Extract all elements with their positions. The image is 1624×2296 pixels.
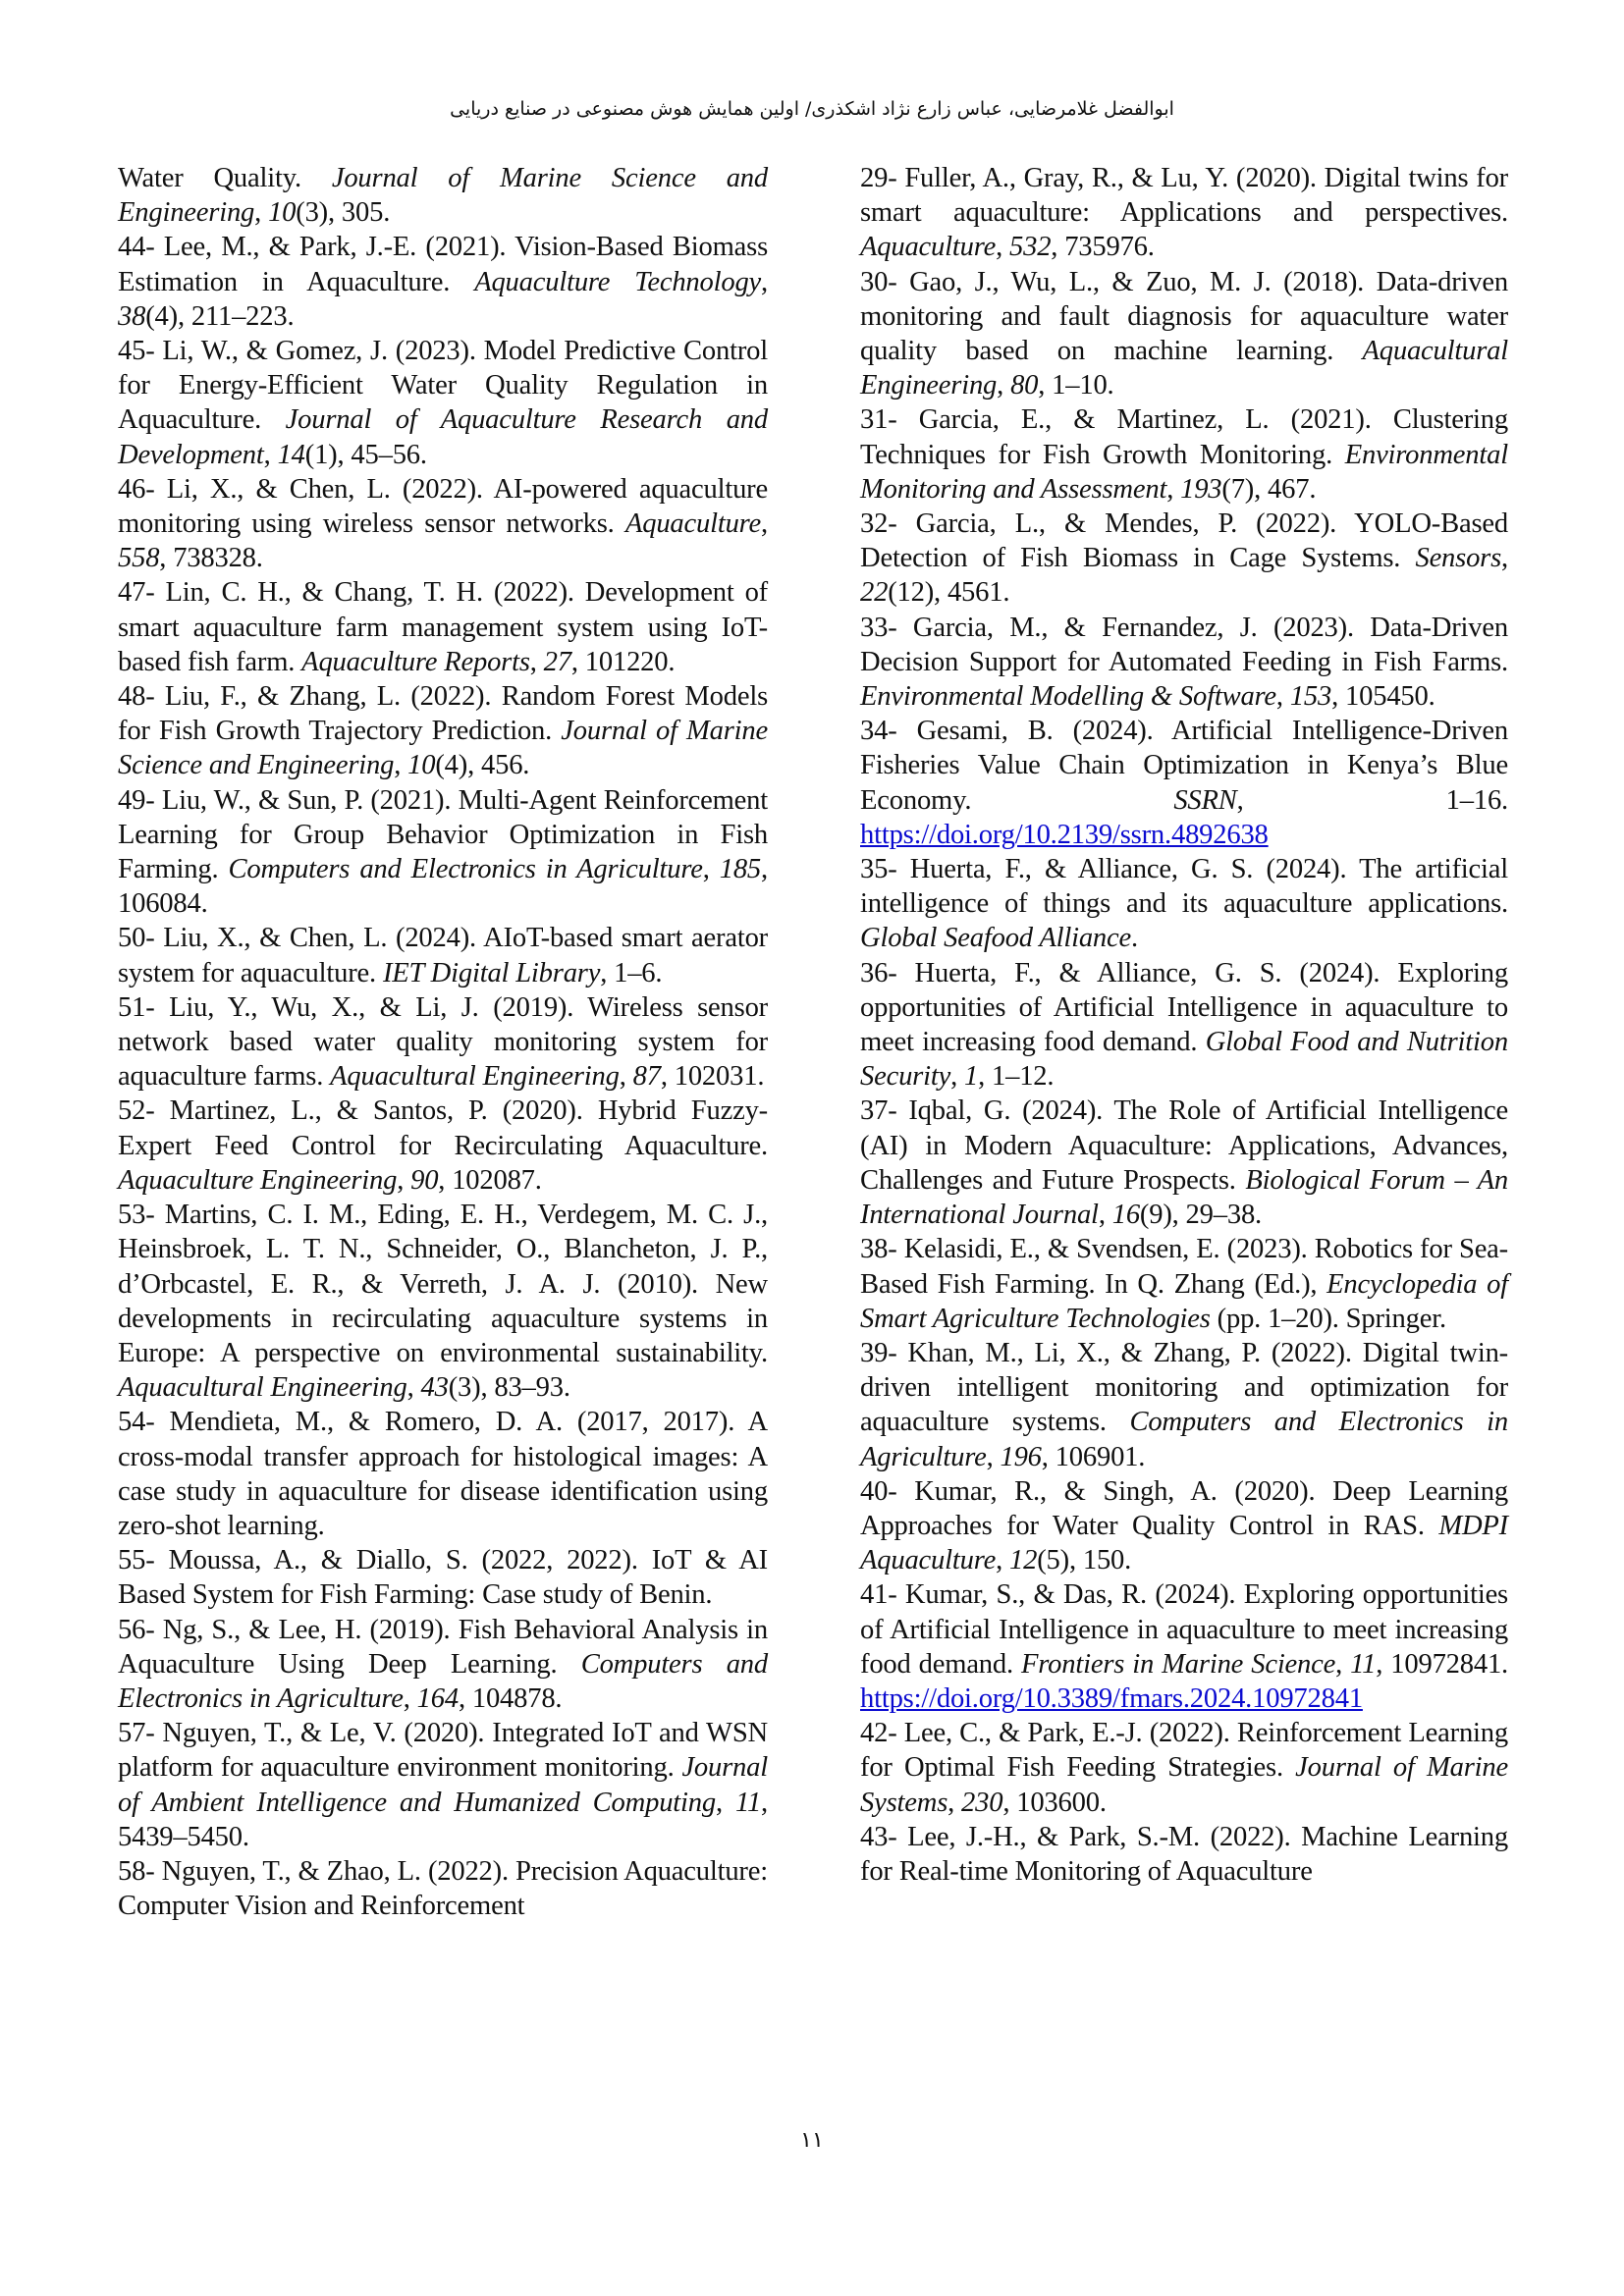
reference-text: 56- Ng, S., & Lee, H. (2019). Fish Behavioral Analysis in Aquaculture Using Deep Learning. — [118, 1614, 768, 1680]
reference-italic: Biological Forum – An International Journal — [860, 1164, 1509, 1231]
reference-italic: Journal of Marine Systems — [860, 1752, 1508, 1818]
reference-entry — [860, 1474, 1508, 1578]
reference-italic: 11 — [734, 1787, 762, 1818]
reference-text: (7), 467. — [1221, 473, 1317, 505]
reference-italic: 193 — [1180, 473, 1222, 505]
reference-text: , — [996, 1545, 1009, 1576]
reference-text: 54- Mendieta, M., & Romero, D. A. (2017, 2017). A cross-modal transfer approach for histological images: A case study in aquaculture for disease identification using zero-shot learning. — [118, 1407, 768, 1541]
reference-italic: Global Seafood Alliance — [860, 923, 1132, 954]
reference-entry — [860, 1336, 1508, 1474]
reference-italic: 11 — [1350, 1648, 1377, 1680]
reference-entry — [118, 472, 768, 576]
doi-link[interactable]: https://doi.org/10.2139/ssrn.4892638 — [860, 819, 1269, 850]
reference-text: 33- Garcia, M., & Fernandez, J. (2023). Data-Driven Decision Support for Automated Feeding in Fish Farms. — [860, 612, 1508, 677]
reference-entry — [118, 334, 768, 472]
reference-text: (9), 29–38. — [1139, 1200, 1262, 1231]
reference-text: , 1–12. — [978, 1061, 1055, 1093]
reference-text: , 5439–5450. — [118, 1787, 768, 1852]
reference-text: (4), 456. — [435, 750, 530, 781]
reference-text: , — [950, 1061, 964, 1093]
reference-text: , — [406, 1372, 421, 1404]
references-left-column — [118, 161, 768, 1923]
reference-entry — [860, 1820, 1508, 1889]
reference-text: 37- Iqbal, G. (2024). The Role of Artificial Intelligence (AI) in Modern Aquaculture: Applications, Advances, Challenges and Future Prospects. — [860, 1095, 1508, 1196]
reference-text: 41- Kumar, S., & Das, R. (2024). Exploring opportunities of Artificial Intelligence in aquaculture to meet increasing food demand. — [860, 1579, 1508, 1680]
reference-italic: 80 — [1010, 370, 1039, 401]
reference-text: 34- Gesami, B. (2024). Artificial Intelligence-Driven Fisheries Value Chain Optimization in Kenya’s Blue Economy. — [860, 716, 1508, 816]
running-header: ابوالفضل غلامرضایی، عباس زارع نژاد اشکذری/ اولین همایش هوش مصنوعی در صنایع دریایی — [450, 98, 1174, 120]
reference-entry — [118, 783, 768, 922]
reference-entry — [860, 265, 1508, 403]
reference-text: (3), 83–93. — [448, 1372, 570, 1404]
reference-entry — [118, 161, 768, 230]
reference-italic: Aquacultural Engineering — [860, 336, 1508, 401]
reference-italic: Frontiers in Marine Science — [1021, 1648, 1336, 1680]
reference-italic: Aquaculture Reports — [301, 646, 530, 677]
reference-text: , 101220. — [570, 646, 676, 677]
reference-text: 51- Liu, Y., Wu, X., & Li, J. (2019). Wireless sensor network based water quality monitoring system for aquaculture farms. — [118, 991, 768, 1093]
reference-text: , — [761, 266, 768, 297]
reference-text: 42- Lee, C., & Park, E.-J. (2022). Reinforcement Learning for Optimal Fish Feeding Strategies. — [860, 1718, 1508, 1784]
reference-italic: 87 — [632, 1061, 661, 1093]
reference-italic: Aquaculture — [624, 508, 762, 540]
reference-text: , 1–16. — [1236, 784, 1508, 816]
reference-text: , — [394, 750, 408, 781]
reference-italic: 558 — [118, 543, 160, 574]
reference-text: 58- Nguyen, T., & Zhao, L. (2022). Precision Aquaculture: Computer Vision and Reinforcement — [118, 1855, 768, 1922]
reference-entry — [860, 1094, 1508, 1232]
reference-italic: Computers and Electronics in Agriculture — [228, 854, 703, 885]
reference-italic: Computers and Electronics in Agriculture — [118, 1648, 768, 1714]
reference-text: , 735976. — [1051, 232, 1155, 263]
reference-text: 47- Lin, C. H., & Chang, T. H. (2022). Development of smart aquaculture farm management system using IoT-based fish farm. — [118, 577, 768, 677]
reference-text: 43- Lee, J.-H., & Park, S.-M. (2022). Machine Learning for Real-time Monitoring of Aquaculture — [860, 1821, 1508, 1887]
reference-italic: Journal of Ambient Intelligence and Humanized Computing — [118, 1752, 768, 1818]
reference-italic: IET Digital Library — [382, 957, 601, 988]
reference-text: , — [702, 854, 720, 885]
reference-text: 35- Huerta, F., & Alliance, G. S. (2024). The artificial intelligence of things and its aquaculture applications. — [860, 854, 1508, 920]
reference-italic: Aquaculture Technology — [474, 266, 762, 297]
reference-entry — [860, 611, 1508, 715]
reference-text: , 102031. — [660, 1061, 765, 1093]
reference-italic: 153 — [1289, 681, 1332, 713]
reference-italic: 12 — [1009, 1545, 1038, 1576]
reference-italic: 16 — [1111, 1200, 1140, 1231]
reference-text: , — [263, 439, 278, 470]
reference-text: , — [1166, 473, 1181, 505]
reference-text: , — [397, 1164, 411, 1196]
reference-text: , — [254, 197, 269, 229]
reference-text: 50- Liu, X., & Chen, L. (2024). AIoT-based smart aerator system for aquaculture. — [118, 923, 768, 988]
reference-text: , — [619, 1061, 633, 1093]
reference-entry — [860, 161, 1508, 265]
reference-entry — [118, 990, 768, 1095]
reference-entry — [860, 852, 1508, 956]
reference-italic: 90 — [410, 1164, 439, 1196]
reference-italic: SSRN — [1173, 784, 1237, 816]
reference-entry — [860, 1716, 1508, 1820]
reference-entry — [860, 714, 1508, 852]
reference-italic: Journal of Marine Science and Engineering — [118, 716, 769, 781]
reference-text: (pp. 1–20). Springer. — [1210, 1303, 1446, 1334]
reference-text: , 105450. — [1331, 681, 1435, 713]
reference-entry — [118, 1854, 768, 1923]
reference-text: , 10972841. — [1376, 1648, 1508, 1680]
reference-text: , — [529, 646, 544, 677]
reference-italic: Journal of Aquaculture Research and Development — [118, 404, 768, 470]
reference-text: , — [1275, 681, 1290, 713]
reference-text: 29- Fuller, A., Gray, R., & Lu, Y. (2020). Digital twins for smart aquaculture: Applications and perspectives. — [860, 163, 1508, 229]
reference-italic: Aquaculture — [860, 232, 997, 263]
reference-italic: Sensors — [1415, 543, 1502, 574]
reference-text: 30- Gao, J., Wu, L., & Zuo, M. J. (2018). Data-driven monitoring and fault diagnosis for aquaculture water quality based on machine learning. — [860, 266, 1508, 367]
reference-text: 31- Garcia, E., & Martinez, L. (2021). Clustering Techniques for Fish Growth Monitoring. — [860, 404, 1508, 470]
reference-text: 44- Lee, M., & Park, J.-E. (2021). Vision-Based Biomass Estimation in Aquaculture. — [118, 232, 768, 297]
doi-link[interactable]: https://doi.org/10.3389/fmars.2024.10972841 — [860, 1682, 1363, 1714]
reference-text: , — [1501, 543, 1508, 574]
reference-text: (4), 211–223. — [145, 300, 295, 332]
references-right-column — [860, 161, 1508, 1889]
reference-entry — [118, 1198, 768, 1405]
reference-entry — [860, 1232, 1508, 1336]
reference-text: 46- Li, X., & Chen, L. (2022). AI-powered aquaculture monitoring using wireless sensor networks. — [118, 473, 768, 540]
reference-entry — [118, 1613, 768, 1717]
reference-text: 48- Liu, F., & Zhang, L. (2022). Random Forest Models for Fish Growth Trajectory Prediction. — [118, 681, 768, 747]
reference-entry — [118, 1543, 768, 1612]
reference-entry — [118, 1094, 768, 1198]
reference-italic: MDPI Aquaculture — [860, 1510, 1508, 1576]
reference-italic: Computers and Electronics in Agriculture — [860, 1407, 1509, 1472]
reference-italic: Global Food and Nutrition Security — [860, 1027, 1508, 1093]
reference-text: , 1–10. — [1038, 370, 1114, 401]
page-number: ۱۱ — [800, 2128, 824, 2153]
reference-italic: Encyclopedia of Smart Agriculture Technologies — [860, 1268, 1508, 1334]
reference-text: , 104878. — [458, 1682, 563, 1714]
reference-italic: 10 — [407, 750, 436, 781]
reference-text: 45- Li, W., & Gomez, J. (2023). Model Predictive Control for Energy-Efficient Water Quality Regulation in Aquaculture. — [118, 336, 768, 436]
reference-text: (12), 4561. — [888, 577, 1010, 609]
reference-entry — [860, 956, 1508, 1095]
reference-italic: 230 — [961, 1787, 1003, 1818]
reference-text: 38- Kelasidi, E., & Svendsen, E. (2023). Robotics for Sea-Based Fish Farming. In Q. Zhang (Ed.), — [860, 1234, 1508, 1300]
reference-entry — [118, 1405, 768, 1543]
reference-text: 57- Nguyen, T., & Le, V. (2020). Integrated IoT and WSN platform for aquaculture environment monitoring. — [118, 1718, 768, 1784]
reference-text: , — [1098, 1200, 1112, 1231]
reference-text: 53- Martins, C. I. M., Eding, E. H., Verdegem, M. C. J., Heinsbroek, L. T. N., Schneider, O., Blancheton, J. P., d’Orbcastel, E. R., & Verreth, J. A. J. (2010). New developments in recirculating aquaculture systems in Europe: A perspective on environmental sustainability. — [118, 1200, 768, 1368]
reference-entry — [860, 507, 1508, 611]
reference-text: 32- Garcia, L., & Mendes, P. (2022). YOLO-Based Detection of Fish Biomass in Cage Systems. — [860, 508, 1508, 574]
reference-text: , 102087. — [438, 1164, 542, 1196]
reference-text: , 106084. — [118, 854, 768, 920]
reference-text: , 738328. — [159, 543, 263, 574]
reference-entry — [118, 575, 768, 679]
reference-entry — [860, 402, 1508, 507]
reference-italic: Aquaculture Engineering — [118, 1164, 398, 1196]
reference-text: , 106901. — [1041, 1441, 1146, 1472]
reference-text: , — [1335, 1648, 1351, 1680]
reference-entry — [118, 230, 768, 334]
reference-text: 36- Huerta, F., & Alliance, G. S. (2024). Exploring opportunities of Artificial Intelligence in aquaculture to meet increasing food demand. — [860, 957, 1508, 1058]
reference-italic: Aquacultural Engineering — [330, 1061, 620, 1093]
reference-italic: Journal of Marine Science and Engineering — [118, 163, 769, 229]
reference-italic: 164 — [416, 1682, 459, 1714]
reference-text: (3), 305. — [296, 197, 391, 229]
reference-text: , — [947, 1787, 962, 1818]
reference-italic: 1 — [964, 1061, 979, 1093]
reference-italic: 14 — [277, 439, 305, 470]
reference-text: , — [761, 508, 768, 540]
reference-entry — [860, 1577, 1508, 1716]
reference-italic: 185 — [719, 854, 762, 885]
reference-italic: 43 — [420, 1372, 449, 1404]
reference-text: (5), 150. — [1037, 1545, 1132, 1576]
reference-text: (1), 45–56. — [304, 439, 427, 470]
reference-text: , — [996, 232, 1009, 263]
reference-entry — [118, 921, 768, 989]
reference-entry — [118, 1716, 768, 1854]
reference-text: 49- Liu, W., & Sun, P. (2021). Multi-Agent Reinforcement Learning for Group Behavior Optimization in Fish Farming. — [118, 784, 768, 885]
reference-text: . — [1131, 923, 1138, 954]
reference-italic: 532 — [1009, 232, 1052, 263]
reference-text: , — [997, 370, 1011, 401]
reference-text: , 103600. — [1002, 1787, 1107, 1818]
reference-entry — [118, 679, 768, 783]
reference-italic: 27 — [543, 646, 571, 677]
reference-text: 39- Khan, M., Li, X., & Zhang, P. (2022). Digital twin-driven intelligent monitoring and optimization for aquaculture systems. — [860, 1337, 1508, 1438]
reference-text: , — [715, 1787, 735, 1818]
reference-italic: 10 — [268, 197, 297, 229]
reference-italic: Environmental Modelling & Software — [860, 681, 1276, 713]
reference-italic: Environmental Monitoring and Assessment — [860, 439, 1508, 505]
reference-text: 40- Kumar, R., & Singh, A. (2020). Deep Learning Approaches for Water Quality Control in RAS. — [860, 1475, 1508, 1541]
reference-text: 55- Moussa, A., & Diallo, S. (2022, 2022). IoT & AI Based System for Fish Farming: Case study of Benin. — [118, 1545, 768, 1611]
reference-text: , — [403, 1682, 417, 1714]
reference-text: , 1–6. — [600, 957, 663, 988]
reference-italic: 196 — [1000, 1441, 1042, 1472]
reference-text: Water Quality. — [118, 163, 332, 193]
reference-text: , — [986, 1441, 1001, 1472]
reference-italic: 38 — [118, 300, 146, 332]
reference-italic: 22 — [860, 577, 889, 609]
reference-italic: Aquacultural Engineering — [118, 1372, 407, 1404]
reference-text: 52- Martinez, L., & Santos, P. (2020). Hybrid Fuzzy-Expert Feed Control for Recirculating Aquaculture. — [118, 1095, 768, 1161]
